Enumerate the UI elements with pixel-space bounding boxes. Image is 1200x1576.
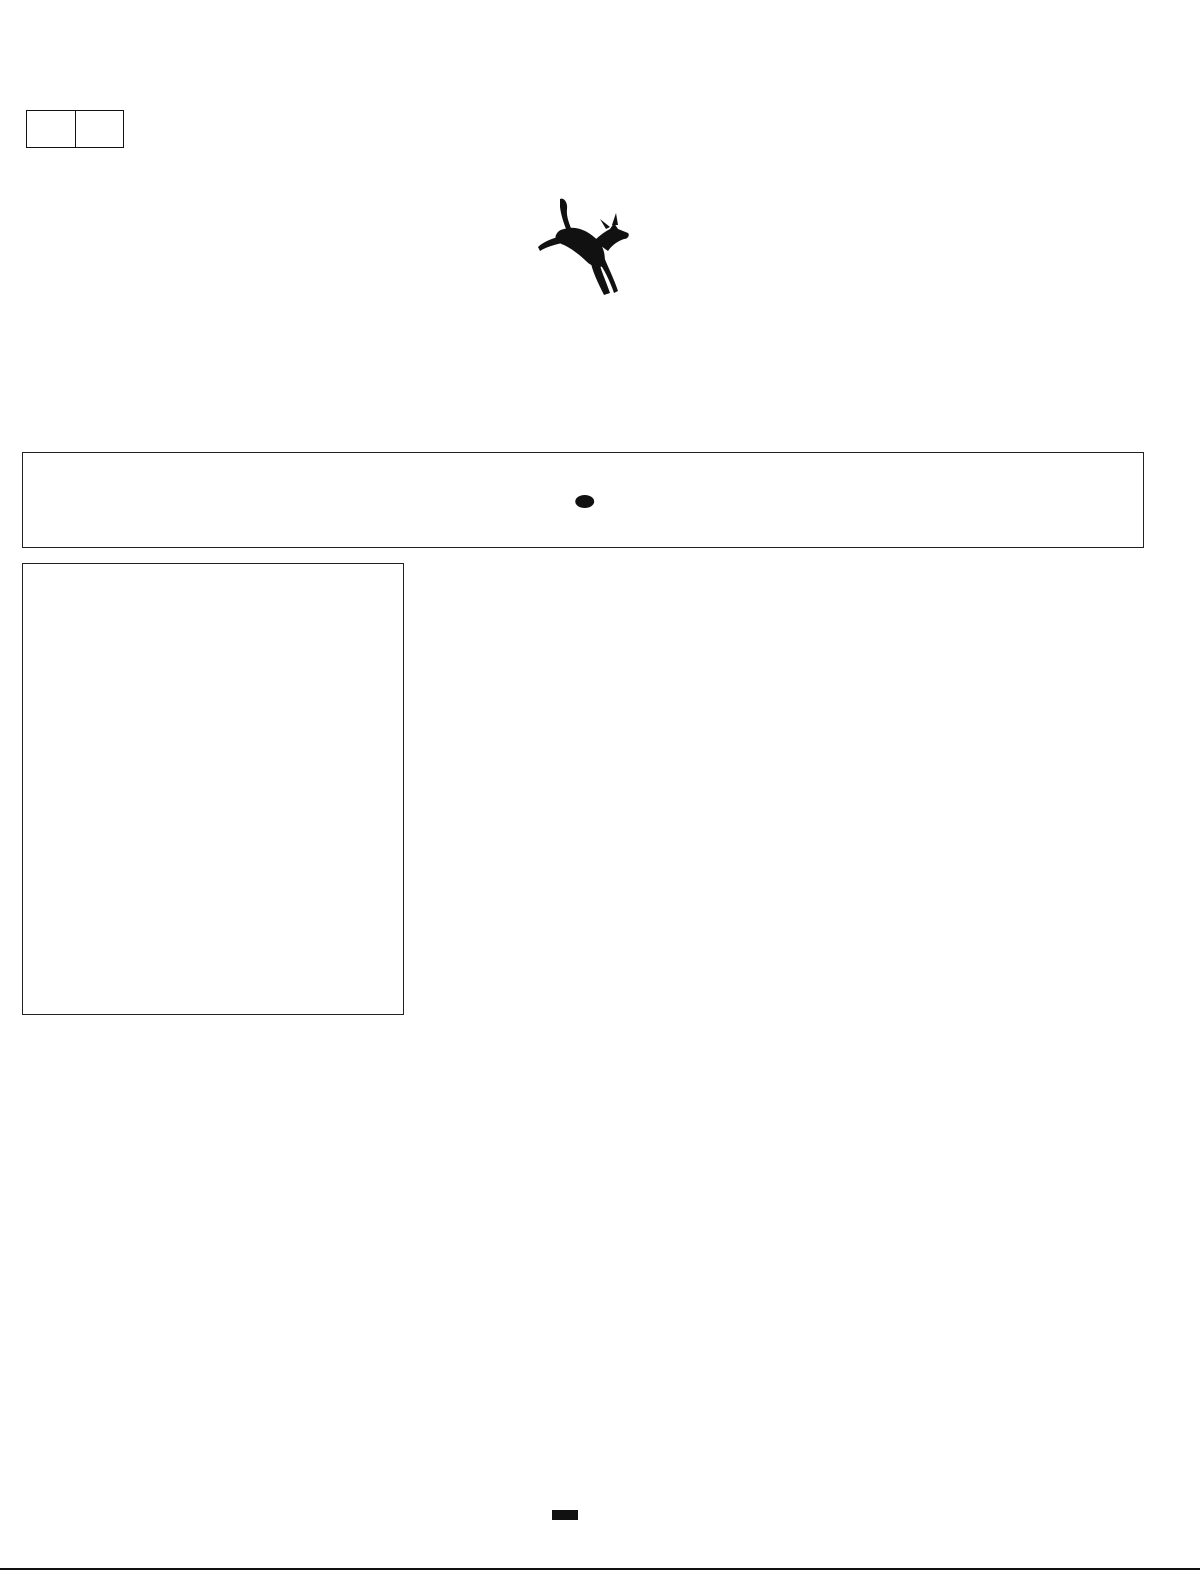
county-name xyxy=(280,385,880,417)
election-name xyxy=(80,346,1090,378)
left-timing-marks xyxy=(0,105,12,1525)
bottom-edge-line xyxy=(0,1568,1200,1570)
contest-vote-for xyxy=(23,600,403,622)
judge-initial-cell[interactable] xyxy=(76,111,124,147)
judge-initial-cell[interactable] xyxy=(27,111,76,147)
instructions-line-2 xyxy=(23,519,1143,536)
contest-box-president xyxy=(22,563,404,1015)
instructions-line-1 xyxy=(23,489,1143,513)
right-timing-marks xyxy=(1148,95,1188,1515)
party-name xyxy=(280,306,880,345)
ballot-title xyxy=(380,165,780,196)
bottom-left-timing-marks xyxy=(0,1516,60,1526)
contest-title xyxy=(23,574,403,597)
bottom-right-timing-marks xyxy=(1048,1508,1188,1518)
instructions-box xyxy=(22,452,1144,548)
instructions-heading xyxy=(23,463,1143,486)
footer-timing-mark xyxy=(552,1510,578,1520)
donkey-icon xyxy=(520,195,640,305)
judges-initials-box[interactable] xyxy=(26,110,124,148)
filled-oval-example-icon xyxy=(575,495,594,508)
top-timing-marks xyxy=(0,68,1200,80)
